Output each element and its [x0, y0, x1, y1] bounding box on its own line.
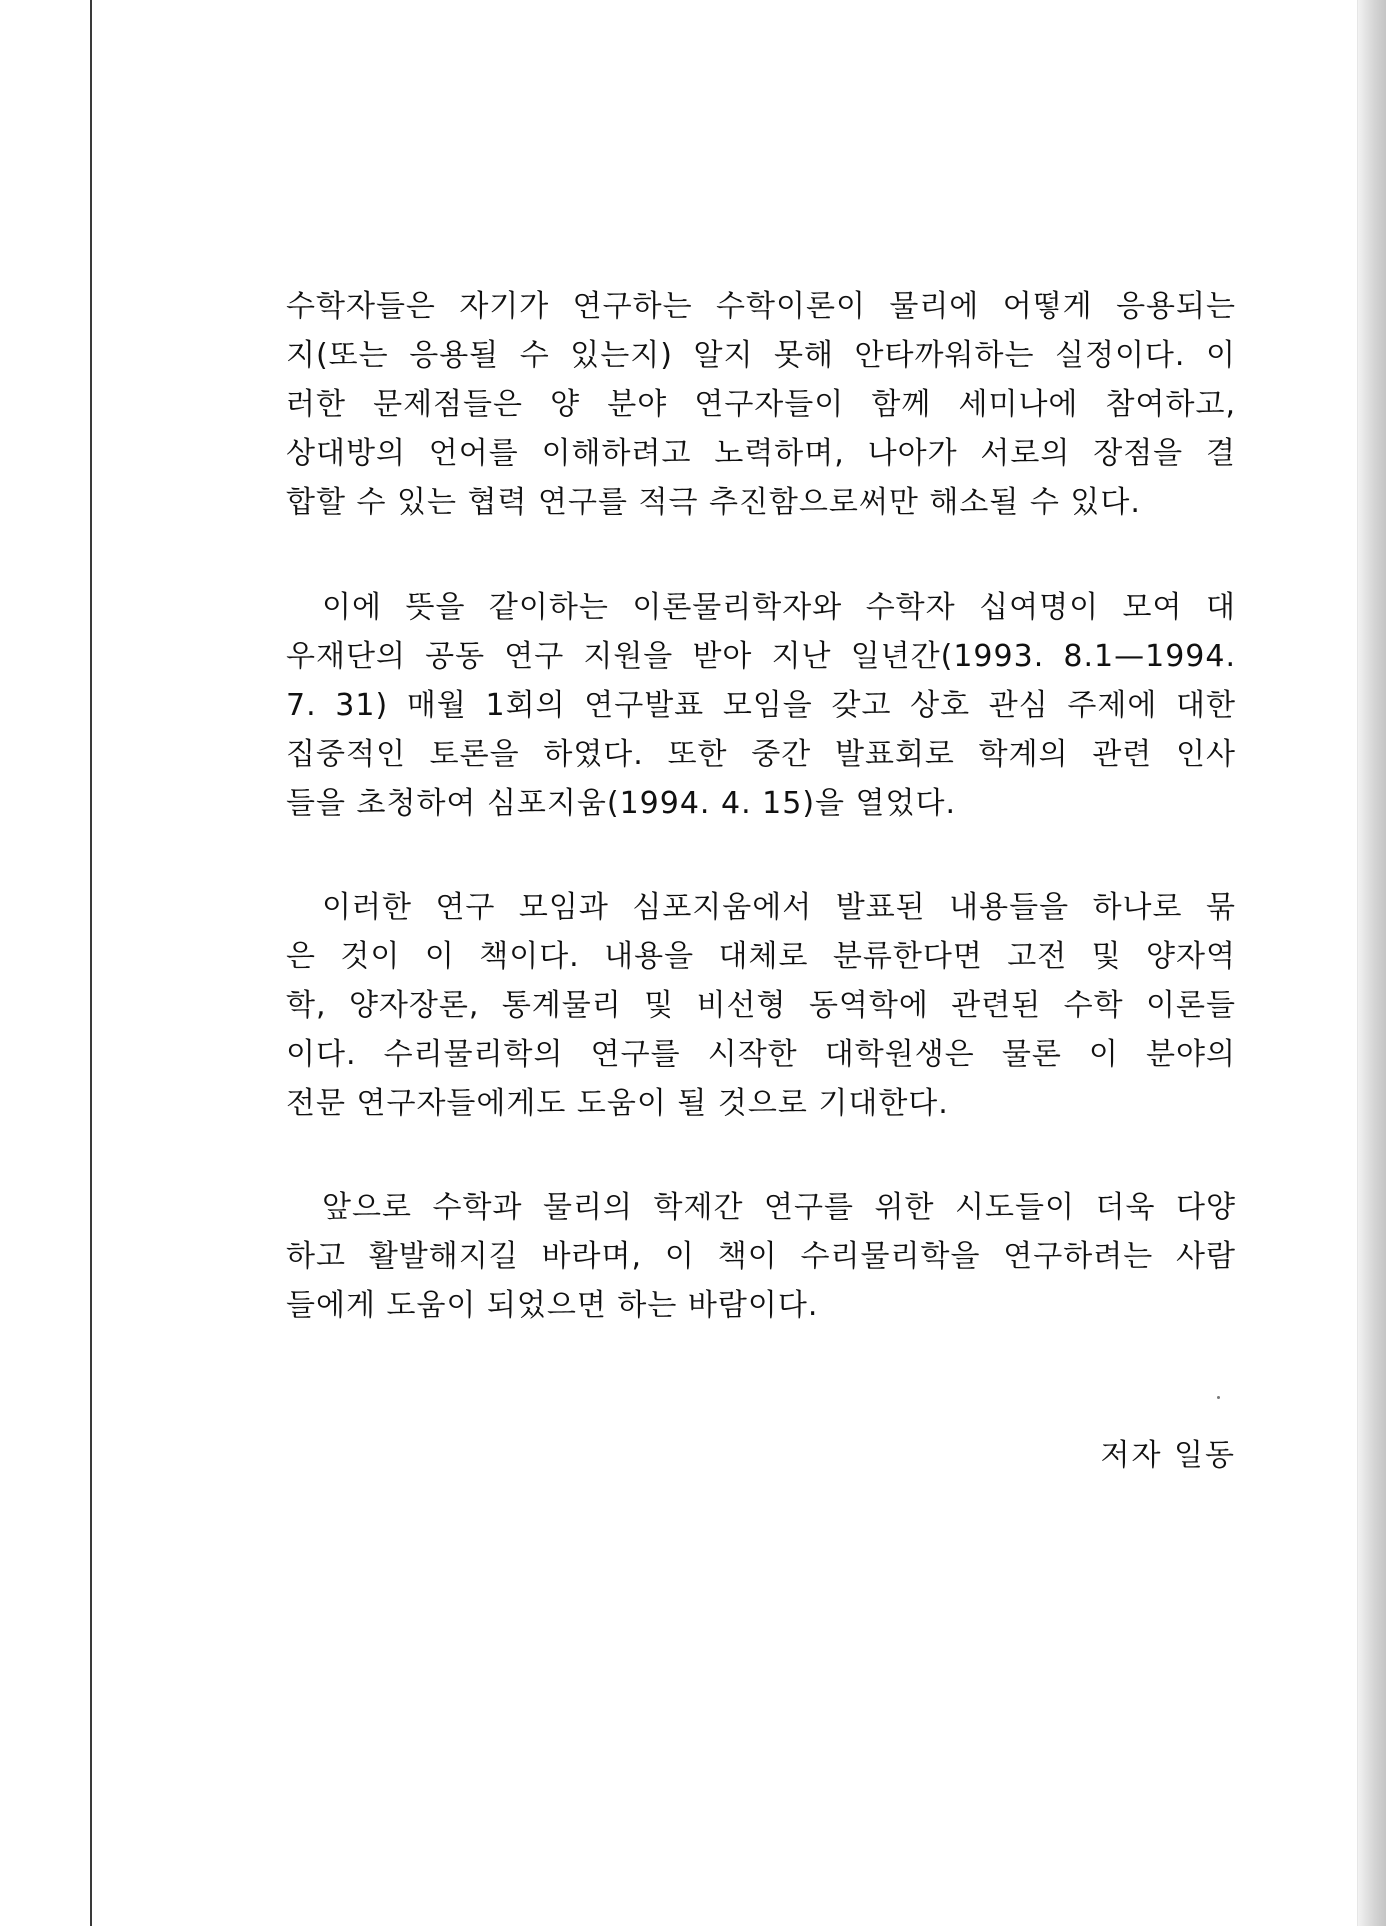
paragraph-3: [286, 883, 1236, 1128]
paragraph-line: 수학자들은 자기가 연구하는 수학이론이 물리에 어떻게 응용되는: [286, 289, 1236, 324]
paragraph-4: [286, 1183, 1236, 1330]
paragraph-1: [286, 282, 1236, 527]
paragraph-line: 앞으로 수학과 물리의 학제간 연구를 위한 시도들이 더욱 다양: [322, 1190, 1236, 1225]
paragraph-2: [286, 583, 1236, 828]
paragraph-line: 상대방의 언어를 이해하려고 노력하며, 나아가 서로의 장점을 결: [286, 436, 1236, 471]
scan-speck: [1217, 1396, 1220, 1399]
paragraph-line: 은 것이 이 책이다. 내용을 대체로 분류한다면 고전 및 양자역: [286, 939, 1236, 974]
paragraph-line: 합할 수 있는 협력 연구를 적극 추진함으로써만 해소될 수 있다.: [286, 485, 1141, 520]
paragraph-line: 들에게 도움이 되었으면 하는 바람이다.: [286, 1288, 819, 1323]
paragraph-line: 집중적인 토론을 하였다. 또한 중간 발표회로 학계의 관련 인사: [286, 737, 1236, 772]
paragraph-line: 이러한 연구 모임과 심포지움에서 발표된 내용들을 하나로 묶: [322, 890, 1236, 925]
paragraph-line: 지(또는 응용될 수 있는지) 알지 못해 안타까워하는 실정이다. 이: [286, 338, 1236, 373]
paragraph-line: 7. 31) 매월 1회의 연구발표 모임을 갖고 상호 관심 주제에 대한: [286, 688, 1236, 723]
author-signature: 저자 일동: [1100, 1438, 1236, 1473]
paragraph-line: 하고 활발해지길 바라며, 이 책이 수리물리학을 연구하려는 사람: [286, 1239, 1236, 1274]
page-edge-shadow: [1358, 0, 1386, 1926]
paragraph-line: 들을 초청하여 심포지움(1994. 4. 15)을 열었다.: [286, 786, 957, 821]
paragraph-line: 러한 문제점들은 양 분야 연구자들이 함께 세미나에 참여하고,: [286, 387, 1236, 422]
paragraph-line: 전문 연구자들에게도 도움이 될 것으로 기대한다.: [286, 1086, 949, 1121]
paragraph-line: 우재단의 공동 연구 지원을 받아 지난 일년간(1993. 8.1—1994.: [286, 639, 1236, 674]
paragraph-line: 이다. 수리물리학의 연구를 시작한 대학원생은 물론 이 분야의: [286, 1037, 1236, 1072]
paragraph-line: 이에 뜻을 같이하는 이론물리학자와 수학자 십여명이 모여 대: [322, 590, 1236, 625]
paragraph-line: 학, 양자장론, 통계물리 및 비선형 동역학에 관련된 수학 이론들: [286, 988, 1236, 1023]
previous-page-edge: [0, 0, 92, 1926]
